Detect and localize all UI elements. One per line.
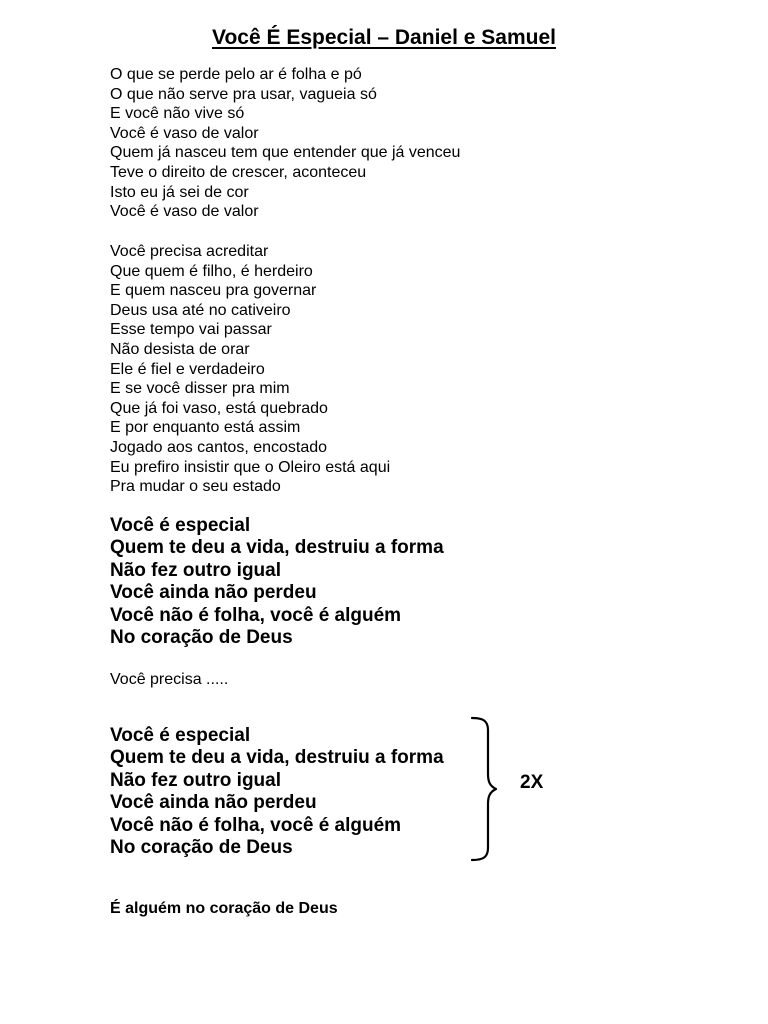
chorus-line: Quem te deu a vida, destruiu a forma: [110, 537, 444, 559]
lyric-line: Jogado aos cantos, encostado: [110, 438, 328, 456]
lyric-line: E por enquanto está assim: [110, 419, 301, 437]
chorus-line: Você é especial: [110, 725, 251, 746]
lyric-line: Que quem é filho, é herdeiro: [110, 262, 313, 280]
lyric-line: Não desista de orar: [110, 340, 250, 358]
closing-line: É alguém no coração de Deus: [110, 900, 338, 917]
lyric-line: Você é vaso de valor: [110, 203, 259, 221]
chorus-line: No coração de Deus: [110, 627, 293, 649]
lyric-line: Que já foi vaso, está quebrado: [110, 399, 328, 417]
right-brace-icon: [470, 716, 510, 862]
lyric-line: O que se perde pelo ar é folha e pó: [110, 66, 362, 83]
chorus-line: Não fez outro igual: [110, 559, 281, 581]
verse-reference: Você precisa .....: [110, 671, 229, 688]
repeat-marker: 2X: [520, 772, 544, 793]
verse-2: [110, 242, 390, 497]
lyric-line: Quem já nasceu tem que entender que já venceu: [110, 144, 461, 162]
lyric-line: E você não vive só: [110, 105, 245, 123]
chorus-line: Você é especial: [110, 515, 251, 536]
lyric-line: Deus usa até no cativeiro: [110, 301, 291, 319]
song-title: Você É Especial – Daniel e Samuel: [212, 26, 556, 49]
chorus-line: Não fez outro igual: [110, 769, 281, 791]
chorus-1: [110, 515, 444, 649]
lyric-line: Ele é fiel e verdadeiro: [110, 360, 265, 378]
lyric-line: E quem nasceu pra governar: [110, 282, 317, 300]
lyric-line: Você é vaso de valor: [110, 124, 259, 142]
lyric-line: Teve o direito de crescer, aconteceu: [110, 163, 367, 181]
lyric-line: Isto eu já sei de cor: [110, 183, 249, 201]
lyric-line: Esse tempo vai passar: [110, 321, 272, 339]
chorus-line: No coração de Deus: [110, 837, 293, 859]
lyric-line: Pra mudar o seu estado: [110, 478, 281, 496]
verse-1: [110, 65, 460, 222]
lyric-line: E se você disser pra mim: [110, 380, 290, 398]
chorus-line: Você ainda não perdeu: [110, 582, 317, 604]
chorus-line: Você não é folha, você é alguém: [110, 814, 402, 836]
lyric-line: Eu prefiro insistir que o Oleiro está aqui: [110, 458, 391, 476]
lyric-line: Você precisa acreditar: [110, 243, 269, 260]
lyric-line: O que não serve pra usar, vagueia só: [110, 85, 377, 103]
chorus-line: Você ainda não perdeu: [110, 792, 317, 814]
chorus-2: [110, 725, 444, 859]
chorus-line: Você não é folha, você é alguém: [110, 604, 402, 626]
chorus-line: Quem te deu a vida, destruiu a forma: [110, 747, 444, 769]
